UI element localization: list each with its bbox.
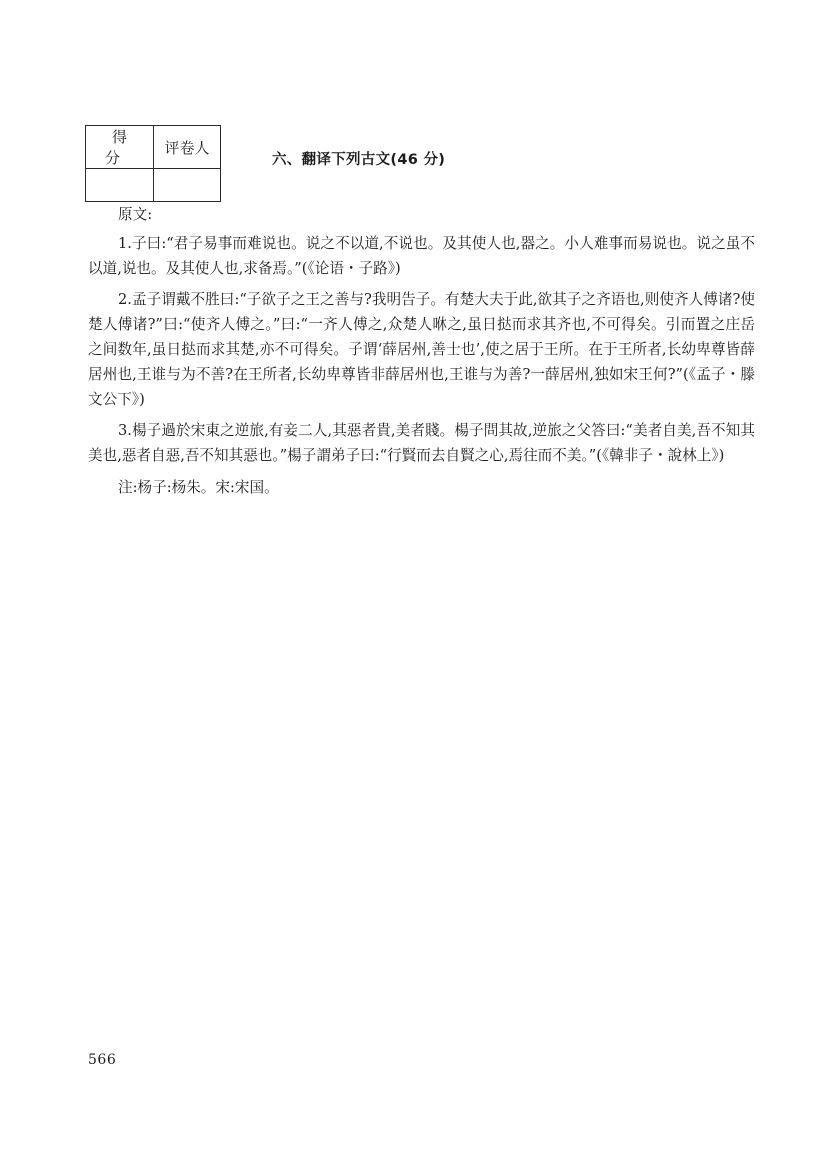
passage-content — [88, 203, 755, 501]
score-label: 得 分 — [86, 126, 154, 169]
note: 注:杨子:杨朱。宋:宋国。 — [118, 478, 279, 496]
grader-entry-cell — [154, 169, 221, 202]
passage-3: 3.楊子過於宋東之逆旅,有妾二人,其惡者貴,美者賤。楊子問其故,逆旅之父答曰:“美者自美,吾不知其美也,惡者自惡,吾不知其惡也。”楊子謂弟子曰:“行賢而去自賢之心,焉往而不美。”(《韓非子・說林上》) — [88, 422, 755, 465]
score-entry-cell — [86, 169, 154, 202]
original-label: 原文: — [118, 206, 153, 223]
section-title: 六、翻译下列古文(46 分) — [272, 152, 446, 168]
score-table — [85, 125, 221, 202]
page-number: 566 — [88, 1052, 117, 1068]
passage-1: 1.子曰:“君子易事而难说也。说之不以道,不说也。及其使人也,器之。小人难事而易说也。说之虽不以道,说也。及其使人也,求备焉。”(《论语・子路》) — [88, 234, 755, 277]
passage-2: 2.孟子谓戴不胜曰:“子欲子之王之善与?我明告子。有楚大夫于此,欲其子之齐语也,则使齐人傅诸?使楚人傅诸?”曰:“使齐人傅之。”曰:“一齐人傅之,众楚人咻之,虽日挞而求其齐也,不可得矣。引而置之庄岳之间数年,虽日挞而求其楚,亦不可得矣。子谓‘薛居州,善士也’,使之居于王所。在于王所者,长幼卑尊皆薛居州也,王谁与为不善?在王所者,长幼卑尊皆非薛居州也,王谁与为善?一薛居州,独如宋王何?”(《孟子・滕文公下》) — [88, 291, 755, 408]
score-table-header-row — [86, 126, 221, 169]
score-table-entry-row — [86, 169, 221, 202]
grader-label: 评卷人 — [154, 126, 221, 169]
